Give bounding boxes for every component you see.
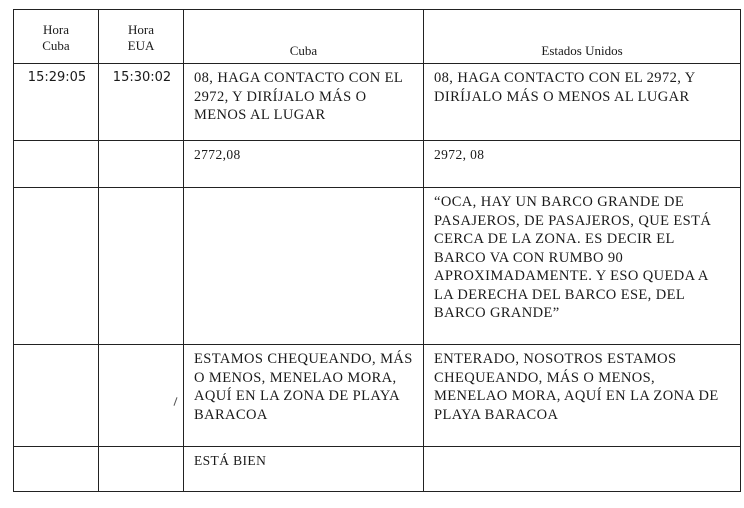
cell-estados-unidos: ENTERADO, NOSOTROS ESTAMOS CHEQUEANDO, MÁS O MENOS, MENELAO MORA, AQUÍ EN LA ZONA DE PLAYA BARACOA xyxy=(424,345,741,447)
header-cuba: Cuba xyxy=(184,10,424,64)
cell-hora-eua xyxy=(99,345,184,447)
cell-hora-cuba xyxy=(14,447,99,492)
cell-cuba: 2772,08 xyxy=(184,141,424,188)
cell-estados-unidos: “OCA, HAY UN BARCO GRANDE DE PASAJEROS, DE PASAJEROS, QUE ESTÁ CERCA DE LA ZONA. ES DECIR EL BARCO VA CON RUMBO 90 APROXIMADAMENTE. Y ESO QUEDA A LA DERECHA DEL BARCO ESE, DEL BARCO GRANDE” xyxy=(424,188,741,345)
header-row xyxy=(14,10,741,64)
transcript-table xyxy=(13,9,741,492)
cell-cuba xyxy=(184,188,424,345)
table-row xyxy=(14,447,741,492)
cell-cuba: ESTAMOS CHEQUEANDO, MÁS O MENOS, MENELAO MORA, AQUÍ EN LA ZONA DE PLAYA BARACOA xyxy=(184,345,424,447)
header-hora-eua-line2: EUA xyxy=(127,38,155,53)
cell-estados-unidos: 2972, 08 xyxy=(424,141,741,188)
header-hora-cuba-line1: Hora xyxy=(43,22,69,37)
header-estados-unidos: Estados Unidos xyxy=(424,10,741,64)
header-hora-cuba xyxy=(14,10,99,64)
document-page xyxy=(13,9,740,497)
table-row xyxy=(14,188,741,345)
cell-hora-cuba: 15:29:05 xyxy=(14,64,99,141)
table-row xyxy=(14,345,741,447)
cell-hora-eua xyxy=(99,188,184,345)
header-hora-eua-line1: Hora xyxy=(128,22,154,37)
cell-hora-eua xyxy=(99,447,184,492)
cell-hora-eua xyxy=(99,141,184,188)
table-row xyxy=(14,64,741,141)
header-hora-cuba-line2: Cuba xyxy=(42,38,70,53)
cell-estados-unidos: 08, HAGA CONTACTO CON EL 2972, Y DIRÍJALO MÁS O MENOS AL LUGAR xyxy=(424,64,741,141)
cell-hora-cuba xyxy=(14,345,99,447)
header-hora-eua xyxy=(99,10,184,64)
table-row xyxy=(14,141,741,188)
cell-hora-cuba xyxy=(14,188,99,345)
cell-estados-unidos xyxy=(424,447,741,492)
cell-hora-cuba xyxy=(14,141,99,188)
cell-cuba: ESTÁ BIEN xyxy=(184,447,424,492)
cell-hora-eua: 15:30:02 xyxy=(99,64,184,141)
cell-cuba: 08, HAGA CONTACTO CON EL 2972, Y DIRÍJALO MÁS O MENOS AL LUGAR xyxy=(184,64,424,141)
